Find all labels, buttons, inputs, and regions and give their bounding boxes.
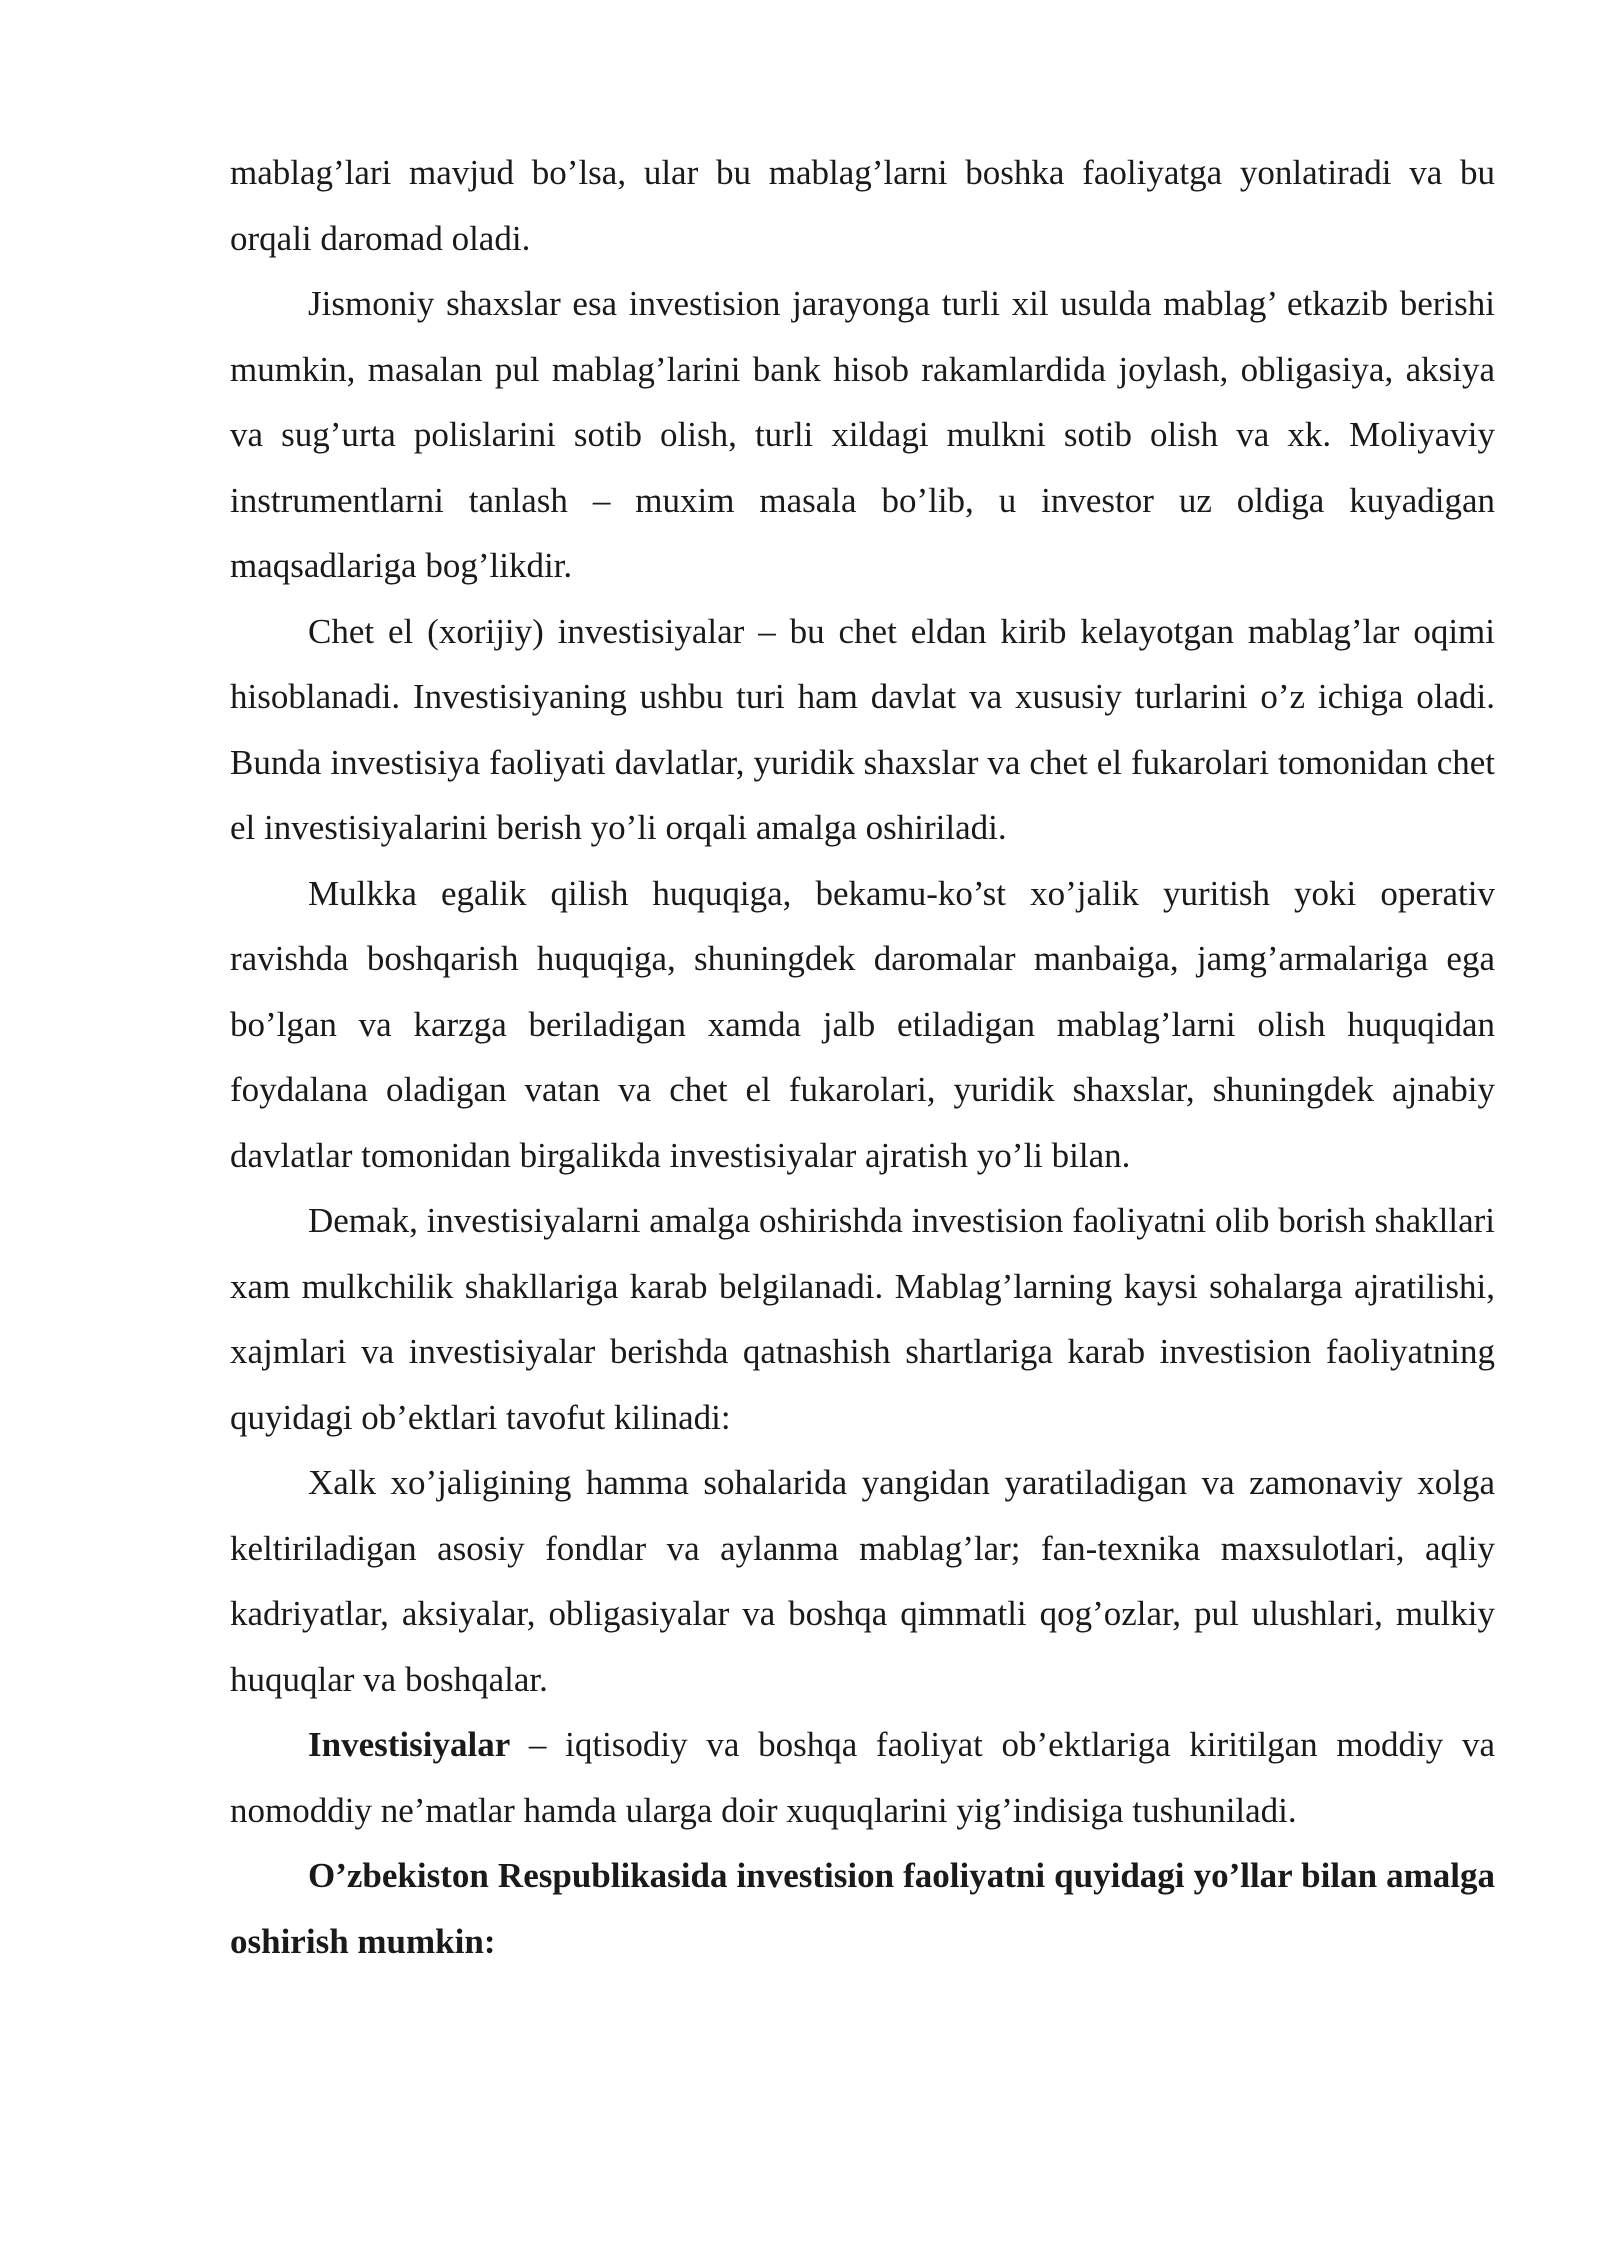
section-heading: O’zbekiston Respublikasida investision faoliyatni quyidagi yo’llar bilan amalga oshirish mumkin: bbox=[230, 1856, 1495, 1961]
paragraph-individuals: Jismoniy shaxslar esa investision jarayonga turli xil usulda mablag’ etkazib berishi mumkin, masalan pul mablag’larini bank hisob rakamlardida joylash, obligasiya, aksiya va sug’urta polislarini sotib olish, turli xildagi mulkni sotib olish va xk. Moliyaviy instrumentlarni tanlash – muxim masala bo’lib, u investor uz oldiga kuyadigan maqsadlariga bog’likdir. bbox=[230, 284, 1495, 585]
paragraph-ownership-rights: Mulkka egalik qilish huquqiga, bekamu-ko’st xo’jalik yuritish yoki operativ ravishda boshqarish huquqiga, shuningdek daromalar manbaiga, jamg’armalariga ega bo’lgan va karzga beriladigan xamda jalb etiladigan mablag’larni olish huquqidan foydalana oladigan vatan va chet el fukarolari, yuridik shaxslar, shuningdek ajnabiy davlatlar tomonidan birgalikda investisiyalar ajratish yo’li bilan. bbox=[230, 873, 1495, 1175]
paragraph-foreign-investment: Chet el (xorijiy) investisiyalar – bu chet eldan kirib kelayotgan mablag’lar oqimi hisoblanadi. Investisiyaning ushbu turi ham davlat va xususiy turlarini o’z ichiga oladi. Bunda investisiya faoliyati davlatlar, yuridik shaxslar va chet el fukarolari tomonidan chet el investisiyalarini berish yo’li orqali amalga oshiriladi. bbox=[230, 611, 1495, 847]
definition-term: Investisiyalar bbox=[308, 1725, 511, 1764]
paragraph-investment-objects: Xalk xo’jaligining hamma sohalarida yangidan yaratiladigan va zamonaviy xolga keltiriladigan asosiy fondlar va aylanma mablag’lar; fan-texnika maxsulotlari, aqliy kadriyatlar, aksiyalar, obligasiyalar va boshqa qimmatli qog’ozlar, pul ulushlari, mulkiy huquqlar va boshqalar. bbox=[230, 1463, 1495, 1699]
definition-text: – iqtisodiy va boshqa faoliyat ob’ektlariga kiritilgan moddiy va nomoddiy ne’matlar hamda ularga doir xuquqlarini yig’indisiga tushuniladi. bbox=[230, 1725, 1495, 1830]
paragraph-continuation: mablag’lari mavjud bo’lsa, ular bu mablag’larni boshka faoliyatga yonlatiradi va bu orqali daromad oladi. bbox=[230, 153, 1495, 258]
paragraph-investment-forms: Demak, investisiyalarni amalga oshirishda investision faoliyatni olib borish shakllari xam mulkchilik shakllariga karab belgilanadi. Mablag’larning kaysi sohalarga ajratilishi, xajmlari va investisiyalar berishda qatnashish shartlariga karab investision faoliyatning quyidagi ob’ektlari tavofut kilinadi: bbox=[230, 1201, 1495, 1437]
document-page bbox=[230, 140, 1495, 1974]
paragraph-definition bbox=[230, 1712, 1495, 1843]
